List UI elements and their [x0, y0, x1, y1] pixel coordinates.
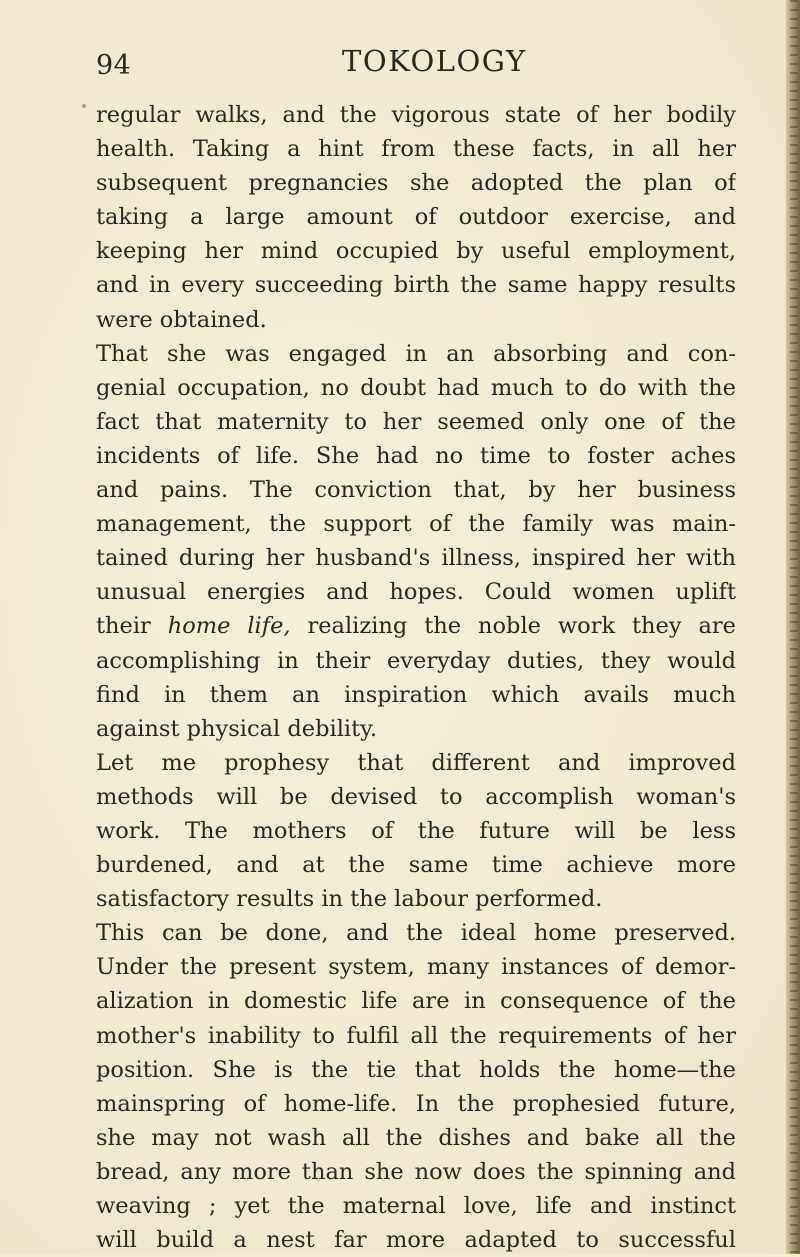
text-line — [96, 609, 736, 643]
paragraph-first-line: That she was engaged in an absorbing and con- — [96, 340, 736, 367]
text-span: realizing the noble work they are — [290, 613, 736, 640]
text-line: work. The mothers of the future will be less — [96, 817, 736, 844]
page-number: 94 — [96, 50, 132, 81]
text-line: fact that maternity to her seemed only one of the — [96, 408, 736, 435]
page-edge-texture — [790, 0, 798, 1254]
text-line: Under the present system, many instances of demor- — [96, 954, 736, 981]
text-line: genial occupation, no doubt had much to do with the — [96, 374, 736, 401]
ink-speck — [82, 104, 86, 108]
paragraph-first-line: Let me prophesy that different and improved — [96, 749, 736, 776]
text-line: taking a large amount of outdoor exercise, and — [96, 204, 736, 231]
text-line: incidents of life. She had no time to foster aches — [96, 442, 736, 469]
text-line: subsequent pregnancies she adopted the plan of — [96, 170, 736, 197]
text-line: and pains. The conviction that, by her business — [96, 477, 736, 504]
text-line: against physical debility. — [96, 715, 377, 742]
text-line: health. Taking a hint from these facts, in all her — [96, 136, 736, 163]
text-line: mother's inability to fulfil all the requirements of her — [96, 1022, 736, 1049]
text-line: accomplishing in their everyday duties, they would — [96, 647, 736, 674]
text-line: tained during her husband's illness, inspired her with — [96, 545, 736, 572]
text-line: satisfactory results in the labour performed. — [96, 886, 603, 913]
text-line: unusual energies and hopes. Could women uplift — [96, 579, 736, 606]
text-span: their — [96, 613, 168, 640]
text-line: find in them an inspiration which avails much — [96, 681, 736, 708]
text-line: burdened, and at the same time achieve more — [96, 852, 736, 879]
text-line: bread, any more than she now does the spinning and — [96, 1158, 736, 1185]
text-line: methods will be devised to accomplish woman's — [96, 783, 736, 810]
text-line: weaving ; yet the maternal love, life and instinct — [96, 1193, 736, 1219]
text-line: regular walks, and the vigorous state of her bodily — [96, 102, 736, 128]
body-text — [96, 98, 736, 1257]
text-line: alization in domestic life are in consequence of the — [96, 988, 736, 1015]
italic-phrase: home life, — [167, 613, 291, 640]
text-line: keeping her mind occupied by useful employment, — [96, 238, 736, 265]
text-line: position. She is the tie that holds the home—the — [96, 1056, 736, 1083]
text-line: management, the support of the family was main- — [96, 511, 736, 538]
text-line: and in every succeeding birth the same happy results — [96, 272, 736, 299]
text-line: mainspring of home-life. In the prophesied future, — [96, 1090, 736, 1117]
paragraph-first-line: This can be done, and the ideal home preserved. — [96, 920, 736, 947]
text-line: she may not wash all the dishes and bake all the — [96, 1124, 736, 1151]
running-head: TOKOLOGY — [342, 44, 527, 78]
page-header — [96, 44, 736, 84]
text-line: will build a nest far more adapted to successful — [96, 1227, 736, 1254]
text-line: were obtained. — [96, 306, 267, 333]
